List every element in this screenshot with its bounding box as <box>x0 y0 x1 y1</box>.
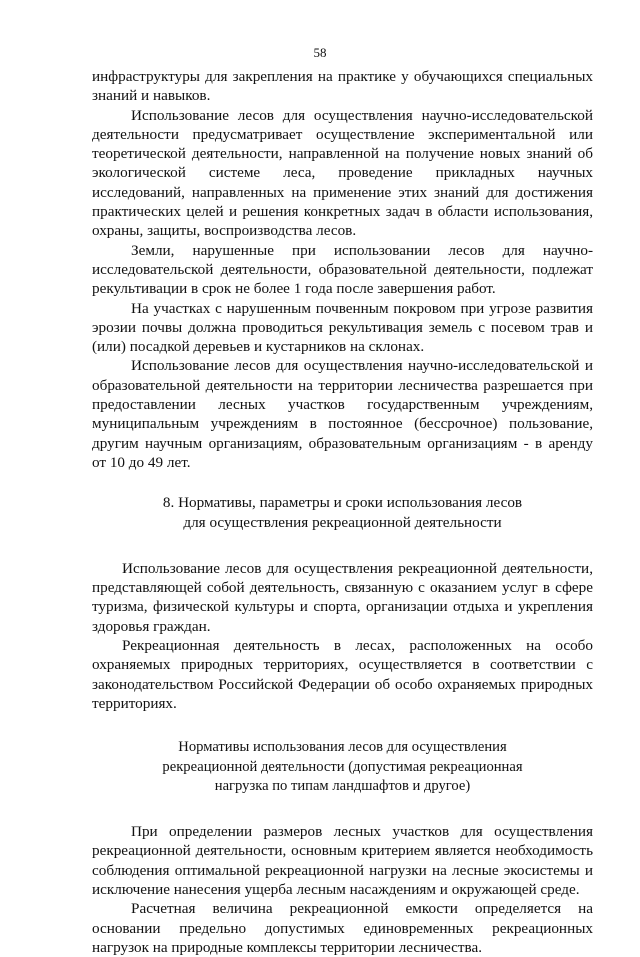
paragraph: инфраструктуры для закрепления на практике у обучающихся специальных знаний и навыков. <box>92 68 593 105</box>
paragraph: Использование лесов для осуществления рекреационной деятельности, представляющей собой деятельность, связанную с оказанием услуг в сфере туризма, физической культуры и спорта, организации отдыха и укрепления здоровья граждан. <box>92 559 593 635</box>
paragraph: Земли, нарушенные при использовании лесов для научно-исследовательской деятельности, образовательной деятельности, подлежат рекультивации в срок не более 1 года после завершения работ. <box>92 241 593 298</box>
section-heading <box>92 493 593 532</box>
paragraph: Использование лесов для осуществления научно-исследовательской деятельности предусматривает осуществление экспериментальной или теоретической деятельности, направленной на получение новых знаний об экологической системе леса, проведение прикладных научных исследований, направленных на применение этих знаний для достижения практических целей и решения конкретных задач в области использования, охраны, защиты, воспроизводства лесов. <box>92 106 593 240</box>
subsection-heading <box>92 738 593 796</box>
page-number: 58 <box>313 45 327 60</box>
paragraph: Расчетная величина рекреационной емкости определяется на основании предельно допустимых единовременных рекреационных нагрузок на природные комплексы территории лесничества. <box>92 900 593 956</box>
subsection-heading-line: нагрузка по типам ландшафтов и другое) <box>214 777 471 794</box>
subsection-heading-line: рекреационной деятельности (допустимая рекреационная <box>162 758 523 775</box>
paragraph: При определении размеров лесных участков для осуществления рекреационной деятельности, основным критерием является необходимость соблюдения оптимальной рекреационной нагрузки на лесные экосистемы и исключение нанесения ущерба лесным насаждениям и окружающей среде. <box>92 823 593 898</box>
section-heading-line: 8. Нормативы, параметры и сроки использования лесов <box>162 494 523 512</box>
subsection-heading-line: Нормативы использования лесов для осуществления <box>178 739 507 756</box>
page-content <box>92 67 593 957</box>
paragraph: Рекреационная деятельность в лесах, расположенных на особо охраняемых природных территориях, осуществляется в соответствии с законодательством Российской Федерации об особо охраняемых природных территориях. <box>92 637 593 712</box>
section-heading-line: для осуществления рекреационной деятельности <box>183 513 502 531</box>
paragraph: На участках с нарушенным почвенным покровом при угрозе развития эрозии почвы должна проводиться рекультивация земель с посевом трав и (или) посадкой деревьев и кустарников на склонах. <box>92 299 593 356</box>
paragraph: Использование лесов для осуществления научно-исследовательской и образовательной деятельности на территории лесничества разрешается при предоставлении лесных участков государственным учреждениям, муниципальным учреждениям в постоянное (бессрочное) пользование, другим научным организациям, образовательным организациям - в аренду от 10 до 49 лет. <box>92 357 593 471</box>
